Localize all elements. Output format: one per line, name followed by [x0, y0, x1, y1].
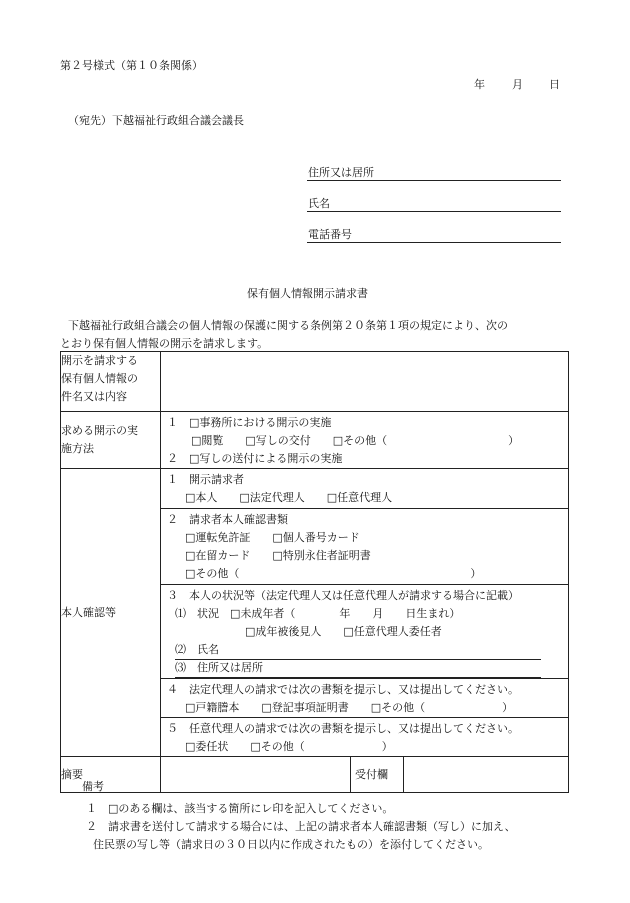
identity-inner-table: [161, 469, 568, 756]
id-documents-line-2[interactable]: □在留カード □特別永住者証明書: [185, 549, 371, 562]
principal-status-heading: ３ 本人の状況等（法定代理人又は任意代理人が請求する場合に記載）: [167, 589, 519, 602]
subject-row: [61, 352, 569, 412]
remarks-row: [61, 757, 569, 793]
id-documents-section: [161, 509, 568, 585]
remarks-input[interactable]: [161, 757, 351, 793]
principal-status-line-2[interactable]: □成年被後見人 □任意代理人委任者: [245, 625, 442, 638]
intro-line-2: とおり保有個人情報の開示を請求します。: [60, 337, 269, 350]
subject-input[interactable]: [161, 352, 569, 412]
date-month-label: 月: [512, 78, 523, 91]
applicant-name-field[interactable]: [307, 211, 561, 212]
voluntary-agent-docs-section: [161, 718, 568, 757]
method-options[interactable]: [161, 412, 569, 469]
applicant-name-label: 氏名: [308, 197, 330, 210]
addressee: （宛先）下越福祉行政組合議会議長: [68, 114, 244, 127]
method-office-suboptions[interactable]: □閲覧 □写しの交付 □その他（ ）: [191, 434, 520, 447]
note-item-2-line-1: ２ 請求書を送付して請求する場合には、上記の請求者本人確認書類（写し）に加え、: [86, 820, 516, 833]
legal-agent-docs-heading: ４ 法定代理人の請求では次の書類を提示し、又は提出してください。: [167, 683, 519, 696]
requester-section: [161, 469, 568, 509]
applicant-phone-label: 電話番号: [308, 228, 352, 241]
id-documents-heading: ２ 請求者本人確認書類: [167, 513, 288, 526]
note-item-2-line-2: 住民票の写し等（請求日の３０日以内に作成されたもの）を添付してください。: [93, 838, 489, 851]
date-year-label: 年: [474, 78, 485, 91]
requester-options[interactable]: □本人 □法定代理人 □任意代理人: [185, 491, 393, 504]
applicant-address-label: 住所又は居所: [308, 166, 374, 179]
document-title: 保有個人情報開示請求書: [247, 287, 368, 300]
applicant-address-field[interactable]: [307, 180, 561, 181]
date-day-label: 日: [549, 78, 560, 91]
applicant-phone-field[interactable]: [307, 242, 561, 243]
method-office-option[interactable]: １ □事務所における開示の実施: [167, 416, 332, 429]
principal-address-field[interactable]: ⑶ 住所又は居所: [161, 659, 568, 677]
principal-status-line[interactable]: ⑴ 状況 □未成年者（ 年 月 日生まれ）: [175, 607, 461, 620]
notes-heading: 備考: [82, 780, 104, 793]
remarks-label: 摘要: [61, 757, 161, 793]
note-item-1: １ □のある欄は、該当する箇所にレ印を記入してください。: [86, 802, 394, 815]
identity-label: 本人確認等: [61, 469, 161, 757]
method-row: [61, 412, 569, 469]
reception-field: [404, 757, 569, 793]
form-number: 第２号様式（第１０条関係）: [60, 59, 203, 72]
id-documents-line-3[interactable]: □その他（ ）: [185, 567, 482, 580]
id-documents-line-1[interactable]: □運転免許証 □個人番号カード: [185, 531, 360, 544]
identity-row: [61, 469, 569, 757]
legal-agent-docs-section: [161, 679, 568, 718]
subject-label: 開示を請求する 保有個人情報の 件名又は内容: [61, 352, 161, 412]
reception-label: 受付欄: [351, 757, 404, 793]
intro-line-1: 下越福祉行政組合議会の個人情報の保護に関する条例第２０条第１項の規定により、次の: [68, 319, 508, 332]
requester-heading: １ 開示請求者: [167, 473, 244, 486]
method-label: 求める開示の実 施方法: [61, 412, 161, 469]
method-mail-option[interactable]: ２ □写しの送付による開示の実施: [167, 452, 343, 465]
voluntary-agent-docs-options[interactable]: □委任状 □その他（ ）: [185, 740, 393, 753]
legal-agent-docs-options[interactable]: □戸籍謄本 □登記事項証明書 □その他（ ）: [185, 701, 514, 714]
voluntary-agent-docs-heading: ５ 任意代理人の請求では次の書類を提示し、又は提出してください。: [167, 722, 519, 735]
principal-status-section: [161, 585, 568, 679]
identity-sections: [161, 469, 569, 757]
principal-name-field[interactable]: ⑵ 氏名: [161, 641, 568, 659]
request-form-table: [60, 351, 569, 793]
